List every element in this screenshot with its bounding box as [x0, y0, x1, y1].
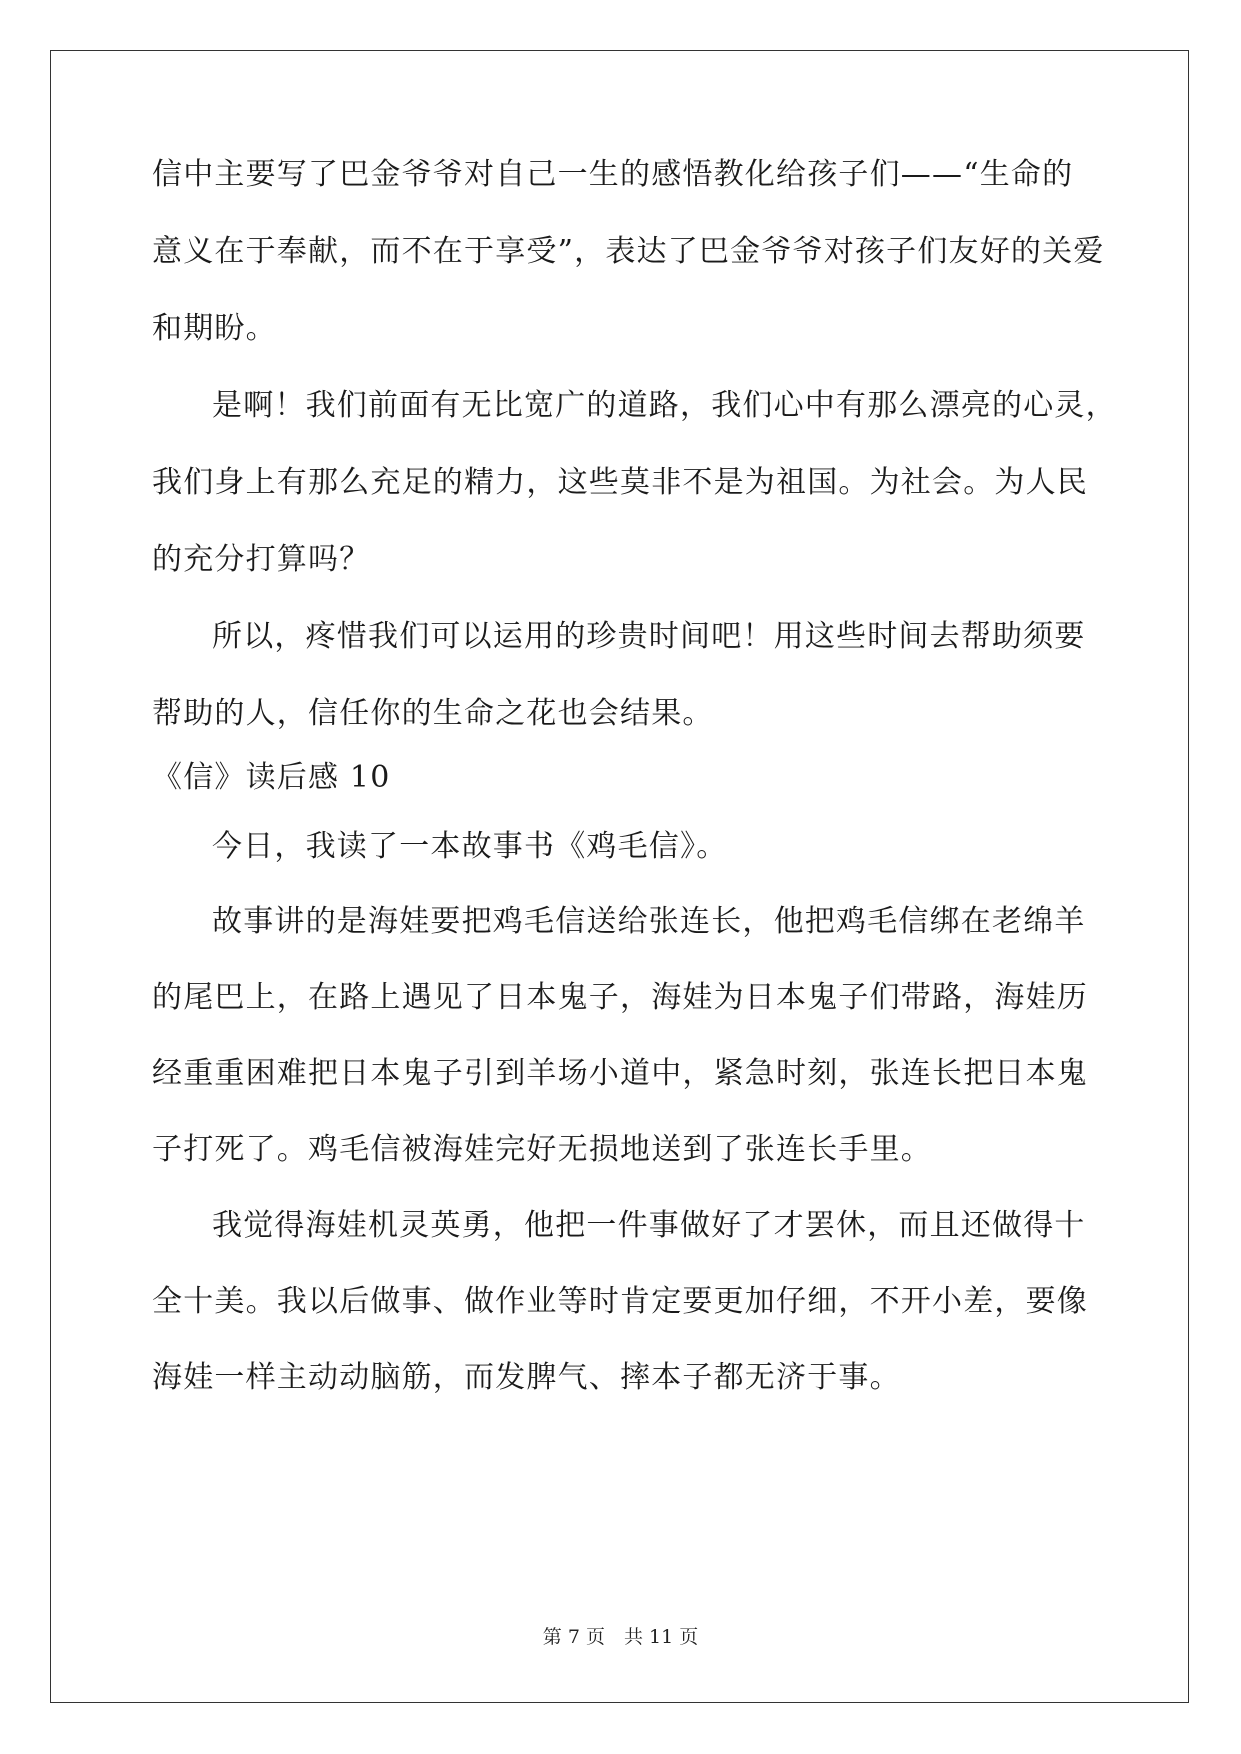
text-line: 意义在于奉献，而不在于享受”，表达了巴金爷爷对孩子们友好的关爱	[152, 234, 1105, 269]
text-line: 子打死了。鸡毛信被海娃完好无损地送到了张连长手里。	[152, 1132, 932, 1167]
text-line: 全十美。我以后做事、做作业等时肯定要更加仔细，不开小差，要像	[152, 1284, 1088, 1319]
text-line: 海娃一样主动动脑筋，而发脾气、摔本子都无济于事。	[152, 1360, 901, 1395]
text-line: 的充分打算吗？	[152, 542, 371, 577]
text-line: 经重重困难把日本鬼子引到羊场小道中，紧急时刻，张连长把日本鬼	[152, 1056, 1088, 1091]
text-line: 帮助的人，信任你的生命之花也会结果。	[152, 696, 714, 731]
text-line: 和期盼。	[152, 311, 277, 346]
page-number: 第 7 页 共 11 页	[542, 1626, 699, 1648]
paragraph-first-line: 所以，疼惜我们可以运用的珍贵时间吧！用这些时间去帮助须要	[212, 619, 1086, 654]
text-line: 我们身上有那么充足的精力，这些莫非不是为祖国。为社会。为人民	[152, 465, 1088, 500]
text-line: 的尾巴上，在路上遇见了日本鬼子，海娃为日本鬼子们带路，海娃历	[152, 980, 1088, 1015]
paragraph-first-line: 故事讲的是海娃要把鸡毛信送给张连长，他把鸡毛信绑在老绵羊	[212, 904, 1086, 939]
page-border	[50, 50, 1189, 1703]
text-line: 信中主要写了巴金爷爷对自己一生的感悟教化给孩子们——“生命的	[152, 157, 1074, 192]
section-heading: 《信》读后感 10	[152, 760, 391, 795]
paragraph-first-line: 是啊！我们前面有无比宽广的道路，我们心中有那么漂亮的心灵，	[212, 388, 1117, 423]
paragraph-first-line: 我觉得海娃机灵英勇，他把一件事做好了才罢休，而且还做得十	[212, 1208, 1086, 1243]
paragraph-first-line: 今日，我读了一本故事书《鸡毛信》。	[212, 829, 728, 864]
